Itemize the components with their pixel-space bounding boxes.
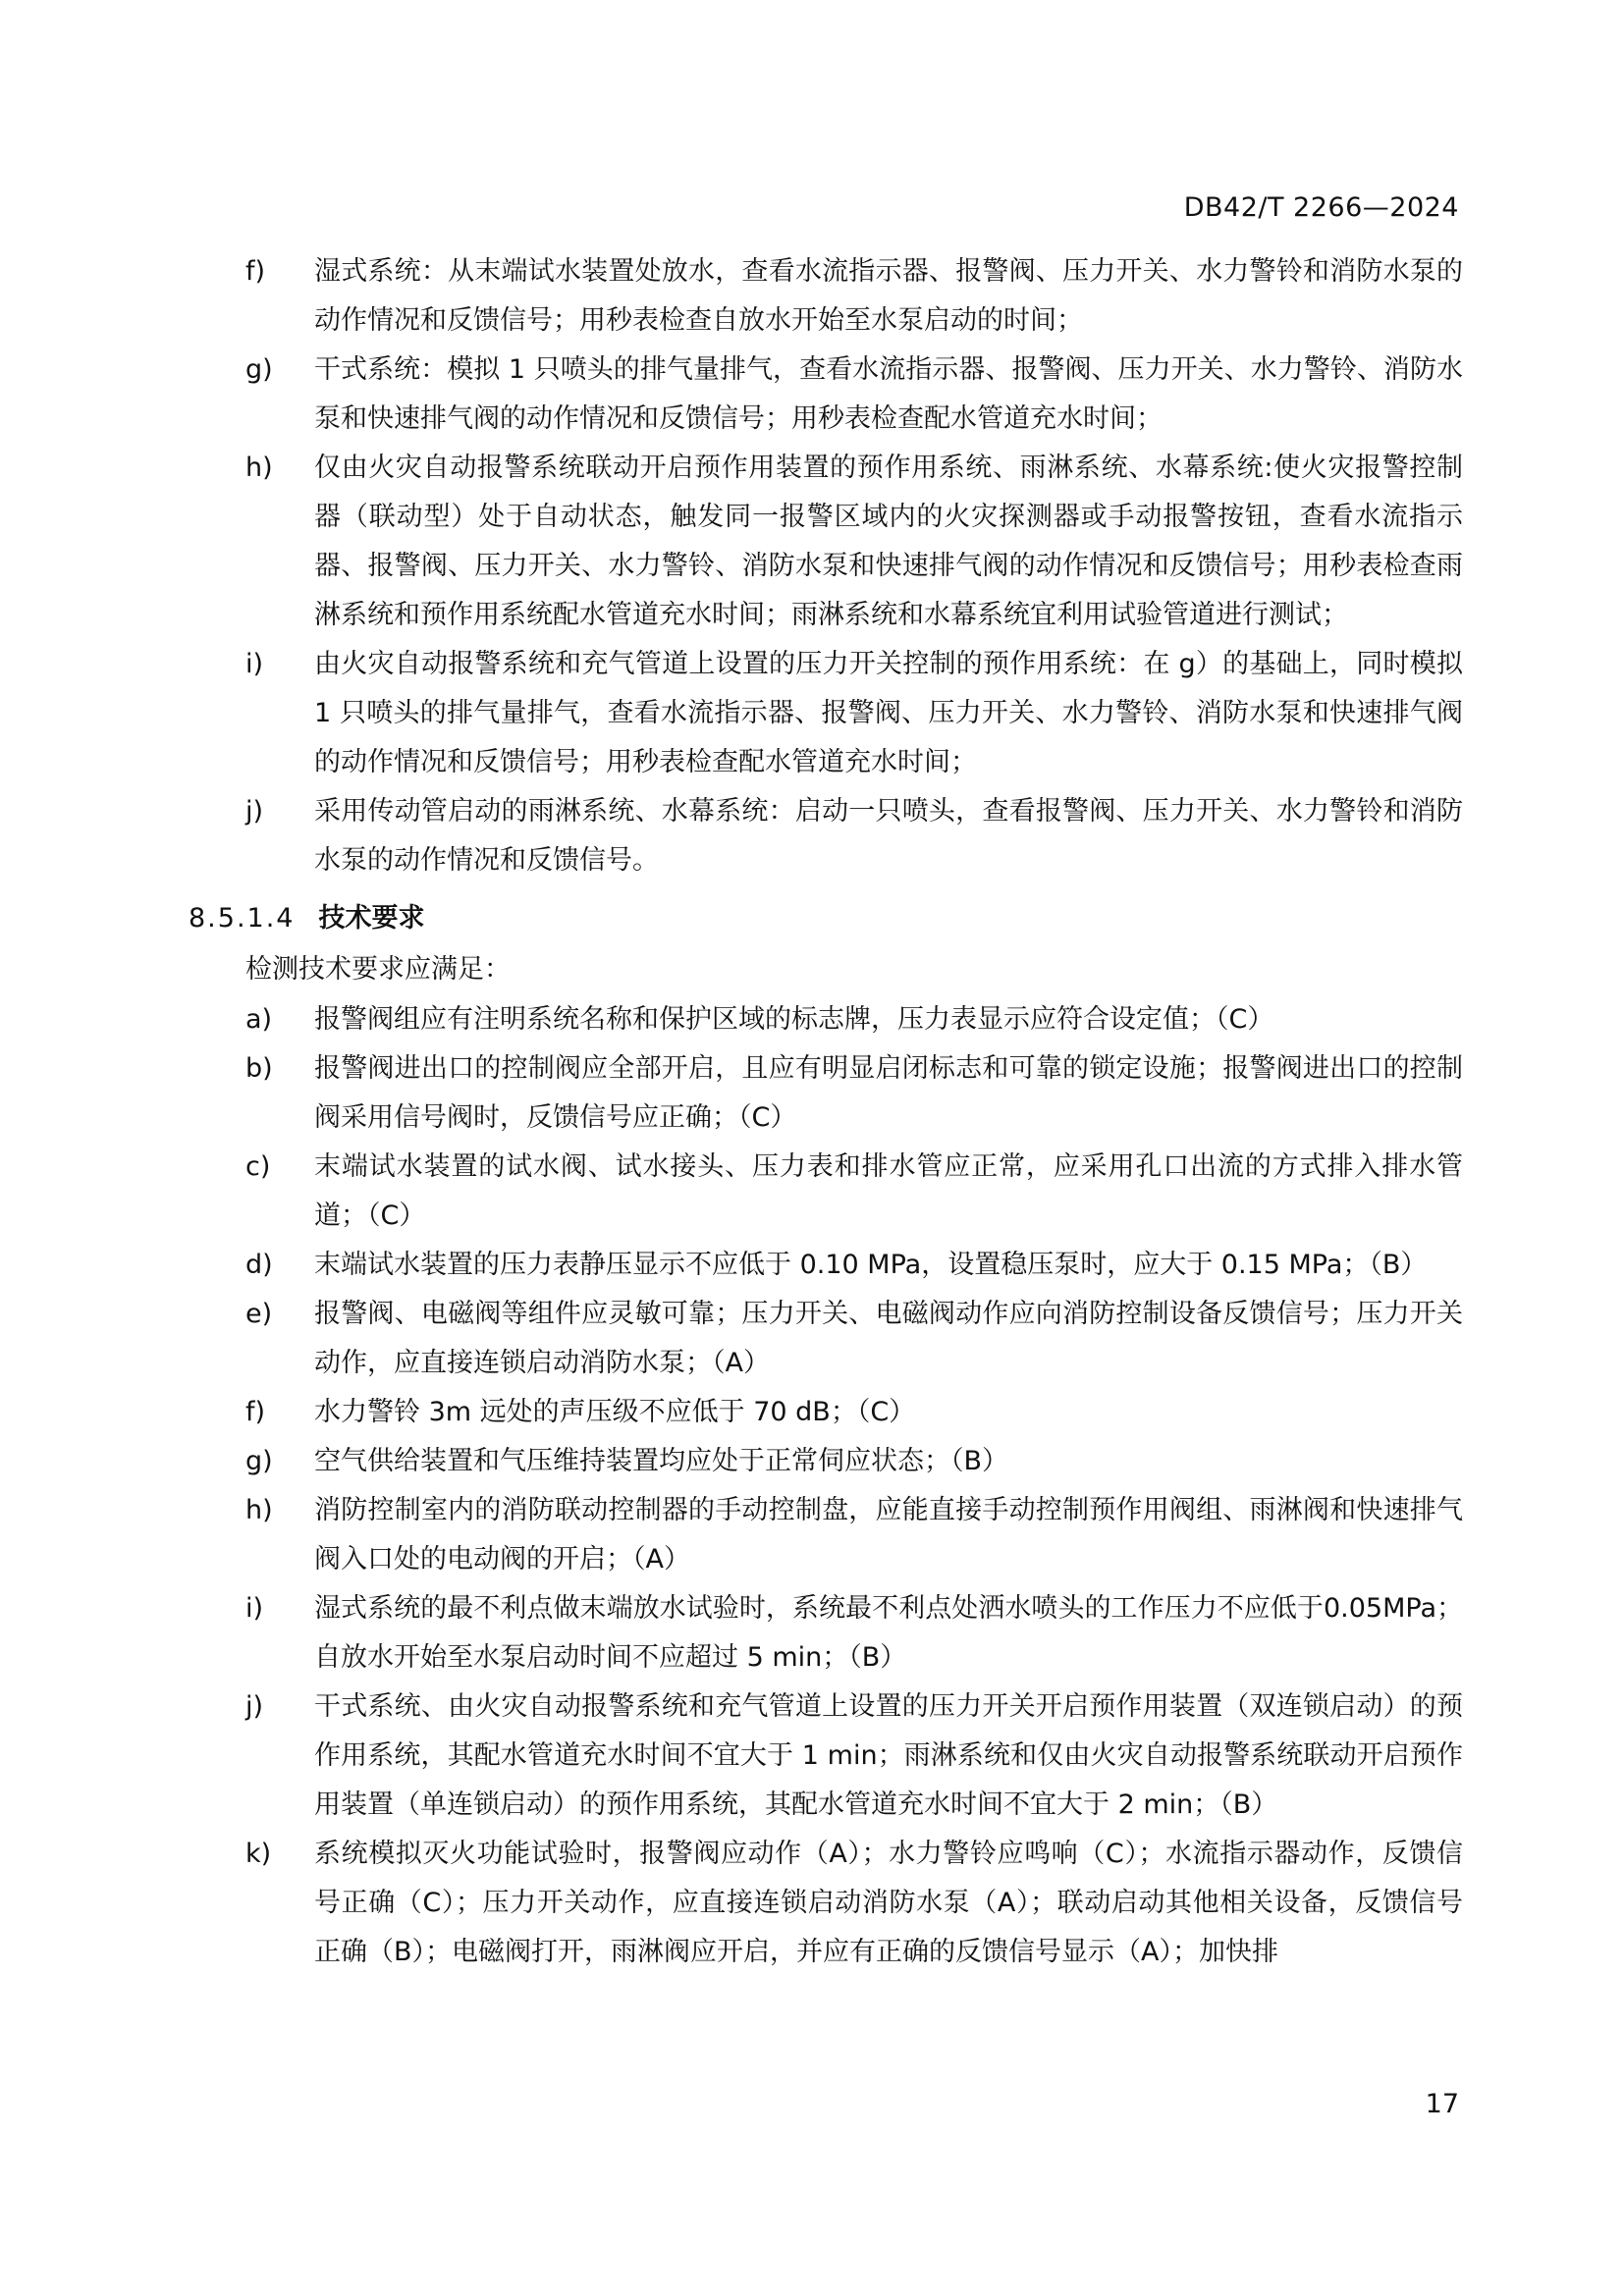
item-label: h)	[245, 1495, 273, 1525]
section-heading	[189, 893, 1463, 944]
section-number: 8.5.1.4	[189, 903, 296, 934]
item-text: 干式系统：模拟 1 只喷头的排气量排气，查看水流指示器、报警阀、压力开关、水力警铃、消防水泵和快速排气阀的动作情况和反馈信号；用秒表检查配水管道充水时间；	[314, 354, 1463, 434]
test-procedure-list	[245, 247, 1463, 885]
item-text: 报警阀进出口的控制阀应全部开启，且应有明显启闭标志和可靠的锁定设施；报警阀进出口的控制阀采用信号阀时，反馈信号应正确；（C）	[314, 1053, 1463, 1133]
item-text: 末端试水装置的试水阀、试水接头、压力表和排水管应正常，应采用孔口出流的方式排入排水管道；（C）	[314, 1151, 1463, 1231]
list-item	[245, 640, 1463, 787]
page-body	[189, 247, 1463, 1977]
item-label: a)	[245, 1004, 273, 1035]
list-item	[245, 1486, 1463, 1584]
item-label: g)	[245, 1446, 273, 1476]
list-item	[245, 346, 1463, 444]
item-text: 干式系统、由火灾自动报警系统和充气管道上设置的压力开关开启预作用装置（双连锁启动）的预作用系统，其配水管道充水时间不宜大于 1 min；雨淋系统和仅由火灾自动报警系统联动开启预作用装置（单连锁启动）的预作用系统，其配水管道充水时间不宜大于 2 min；（B）	[314, 1691, 1463, 1820]
list-item	[245, 1437, 1463, 1486]
list-item	[245, 1290, 1463, 1388]
section-title: 技术要求	[318, 903, 425, 934]
item-label: j)	[245, 1691, 264, 1722]
item-text: 湿式系统：从末端试水装置处放水，查看水流指示器、报警阀、压力开关、水力警铃和消防水泵的动作情况和反馈信号；用秒表检查自放水开始至水泵启动的时间；	[314, 256, 1463, 336]
list-item	[245, 1584, 1463, 1682]
item-text: 报警阀组应有注明系统名称和保护区域的标志牌，压力表显示应符合设定值；（C）	[314, 1004, 1274, 1035]
list-item	[245, 247, 1463, 346]
item-label: h)	[245, 453, 273, 483]
item-label: f)	[245, 256, 266, 287]
item-text: 报警阀、电磁阀等组件应灵敏可靠；压力开关、电磁阀动作应向消防控制设备反馈信号；压力开关动作，应直接连锁启动消防水泵；（A）	[314, 1299, 1463, 1378]
item-text: 采用传动管启动的雨淋系统、水幕系统：启动一只喷头，查看报警阀、压力开关、水力警铃和消防水泵的动作情况和反馈信号。	[314, 796, 1463, 876]
item-text: 仅由火灾自动报警系统联动开启预作用装置的预作用系统、雨淋系统、水幕系统:使火灾报警控制器（联动型）处于自动状态，触发同一报警区域内的火灾探测器或手动报警按钮，查看水流指示器、报警阀、压力开关、水力警铃、消防水泵和快速排气阀的动作情况和反馈信号；用秒表检查雨淋系统和预作用系统配水管道充水时间；雨淋系统和水幕系统宜利用试验管道进行测试；	[314, 453, 1463, 630]
item-text: 湿式系统的最不利点做末端放水试验时，系统最不利点处洒水喷头的工作压力不应低于0.05MPa；自放水开始至水泵启动时间不应超过 5 min；（B）	[314, 1593, 1463, 1673]
item-label: j)	[245, 796, 264, 827]
item-label: c)	[245, 1151, 271, 1182]
item-text: 水力警铃 3m 远处的声压级不应低于 70 dB；（C）	[314, 1397, 916, 1427]
list-item	[245, 1241, 1463, 1290]
list-item	[245, 1830, 1463, 1977]
item-text: 消防控制室内的消防联动控制器的手动控制盘，应能直接手动控制预作用阀组、雨淋阀和快速排气阀入口处的电动阀的开启；（A）	[314, 1495, 1463, 1575]
item-label: i)	[245, 649, 264, 679]
item-label: e)	[245, 1299, 273, 1329]
item-label: f)	[245, 1397, 266, 1427]
list-item	[245, 787, 1463, 885]
item-text: 空气供给装置和气压维持装置均应处于正常伺应状态；（B）	[314, 1446, 1009, 1476]
item-label: b)	[245, 1053, 273, 1084]
page-number: 17	[1425, 2089, 1459, 2119]
item-label: i)	[245, 1593, 264, 1624]
list-item	[245, 1044, 1463, 1143]
document-code: DB42/T 2266—2024	[1183, 192, 1459, 223]
list-item	[245, 995, 1463, 1044]
item-label: k)	[245, 1839, 272, 1869]
requirements-list	[245, 995, 1463, 1977]
item-label: d)	[245, 1250, 273, 1280]
list-item	[245, 1388, 1463, 1437]
list-item	[245, 444, 1463, 640]
item-label: g)	[245, 354, 273, 385]
section-intro: 检测技术要求应满足：	[245, 954, 511, 985]
list-item	[245, 1143, 1463, 1241]
item-text: 系统模拟灭火功能试验时，报警阀应动作（A）；水力警铃应鸣响（C）；水流指示器动作，反馈信号正确（C）；压力开关动作，应直接连锁启动消防水泵（A）；联动启动其他相关设备，反馈信号正确（B）；电磁阀打开，雨淋阀应开启，并应有正确的反馈信号显示（A）；加快排	[314, 1839, 1463, 1967]
list-item	[245, 1682, 1463, 1830]
item-text: 末端试水装置的压力表静压显示不应低于 0.10 MPa，设置稳压泵时，应大于 0.15 MPa；（B）	[314, 1250, 1428, 1280]
item-text: 由火灾自动报警系统和充气管道上设置的压力开关控制的预作用系统：在 g）的基础上，同时模拟 1 只喷头的排气量排气，查看水流指示器、报警阀、压力开关、水力警铃、消防水泵和快速排气阀的动作情况和反馈信号；用秒表检查配水管道充水时间；	[314, 649, 1463, 777]
